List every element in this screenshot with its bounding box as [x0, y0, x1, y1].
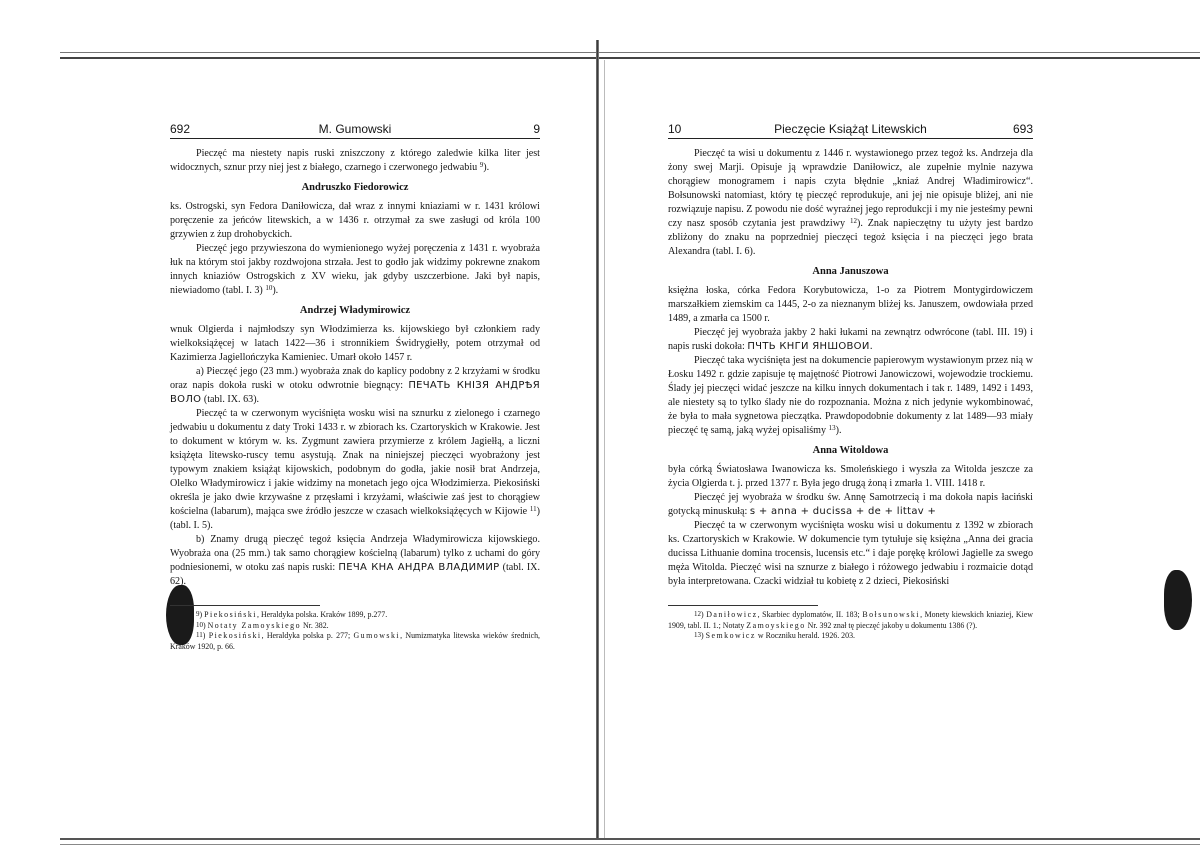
right-page-number: 693: [1012, 122, 1033, 136]
footnote-ref: 9: [479, 161, 484, 169]
section-heading: Andruszko Fiedorowicz: [301, 182, 409, 193]
left-header-author: M. Gumowski: [318, 122, 392, 136]
footnote: $^{13}$) Semkowicz w Roczniku herald. 1926. 203.: [694, 631, 855, 640]
left-sheet-number: 9: [533, 122, 540, 136]
footnote-ref: 11: [529, 505, 537, 513]
seal-legend: ПЕЧАТЬ КНІЗЯ АНДРѢЯ ВОЛО: [170, 380, 540, 405]
right-footnotes: [668, 610, 1033, 642]
binding-clip-right: [1164, 570, 1192, 630]
right-page-body: [668, 147, 1033, 589]
footnote-ref: 12: [849, 217, 857, 225]
left-running-header: [170, 118, 540, 139]
right-running-header: [668, 118, 1033, 139]
right-header-title: Pieczęcie Książąt Litewskich: [774, 122, 927, 136]
paragraph: była córką Światosława Iwanowicza ks. Smoleńskiego i wyszła za Witolda jeszcze za życia Olgierda t. j. przed 1377 r. Była jego drugą żoną i zmarła 1. VIII. 1418 r.: [668, 464, 1033, 489]
paragraph: a) Pieczęć jego (23 mm.) wyobraża znak do kaplicy podobny z 2 krzyżami w środku oraz napis dokoła ruski w otoku odwrotnie biegnący: ПЕЧАТЬ КНІЗЯ АНДРѢЯ ВОЛО (tabl. IX. 63).: [170, 366, 540, 405]
scan-edge-bottom-thin: [60, 844, 1200, 845]
left-page-number: 692: [170, 122, 191, 136]
footnote-ref: 13: [828, 424, 836, 432]
paragraph: Pieczęć jej wyobraża jakby 2 haki łukami na zewnątrz odwrócone (tabl. III. 19) i napis ruski dokoła: ПЧТЬ КНГИ ЯНШОВОИ.: [668, 327, 1033, 352]
footnote-rule: [170, 605, 320, 606]
right-sheet-number: 10: [668, 122, 682, 136]
left-page: [170, 118, 540, 652]
paragraph: ks. Ostrogski, syn Fedora Daniłowicza, dał wraz z innymi kniaziami w r. 1431 królowi poręczenie za jeńców litewskich, a w 1436 r. otrzymał za swe zasługi od króla 100 grzywien z żup drohobyckich.: [170, 201, 540, 240]
paragraph: Pieczęć jego przywieszona do wymienionego wyżej poręczenia z 1431 r. wyobraża łuk na którym stoi jakby rozdwojona strzała. Jest to godło jak widzimy pokrewne znakom innych kniaziów Ostrogskich z XV wieku, jak gdyby uszczerbione. Jaki był napis, niewiadomo (tabl. I. 3) $^{10}$).: [170, 243, 540, 296]
footnote: $^9$) Piekosiński, Heraldyka polska. Kraków 1899, p.277.: [196, 610, 388, 619]
section-heading: Anna Witoldowa: [812, 445, 889, 456]
left-page-body: [170, 147, 540, 589]
paragraph: księżna łoska, córka Fedora Korybutowicza, 1-o za Piotrem Montygirdowiczem marszałkiem ziemskim ca 1445, 2-o za nieznanym bliżej ks. Januszem, owdowiała przed 1489, a zmarła ca 1500 r.: [668, 285, 1033, 324]
paragraph: b) Znamy drugą pieczęć tegoż księcia Andrzeja Władymirowicza kijowskiego. Wyobraża ona (25 mm.) tak samo chorągiew kościelną (labarum) tylko z uchami do góry podniesionemi, w otoku zaś napis ruski: ПЕЧА КНА АНДРА ВЛАДИМИР (tabl. IX. 62).: [170, 534, 540, 587]
book-gutter-shadow: [604, 60, 605, 840]
left-footnotes: [170, 610, 540, 652]
paragraph: wnuk Olgierda i najmłodszy syn Włodzimierza ks. kijowskiego był członkiem rady wielkoksiążęcej w latach 1422—36 i stronnikiem Świdrygiełły, potem otrzymał od Kazimierza Jagiellończyka Kamieniec. Umarł około 1457 r.: [170, 324, 540, 363]
paragraph: Pieczęć ma niestety napis ruski zniszczony z którego zaledwie kilka liter jest widocznych, sznur przy niej jest z białego, czarnego i czerwonego jedwabiu $^9$).: [170, 148, 540, 173]
seal-legend: ПЕЧА КНА АНДРА ВЛАДИМИР: [338, 562, 500, 573]
paragraph: Pieczęć ta w czerwonym wyciśnięta wosku wisi na sznurku z zielonego i czarnego jedwabiu u dokumentu z daty Troki 1433 r. w zbiorach ks. Czartoryskich w Krakowie. Jest to dokument w którym w. ks. Zygmunt zawiera przymierze z królem Jagiełłą, a liczni książęta litewsko-ruscy temu asystują. Znak na niniejszej pieczęci wyobrażony jest typowym znakiem książąt kijowskich, podobnym do godła, jakie nosił brat Andrzeja, Olelko Władymirowicz i jakie widzimy na monetach jego ojca Włodzimierza. Piekosiński określa je jako dwie krzywaśne z przęsłami i krzyżami, właściwie zaś jest to chorągiew kościelna (labarum), mająca swe źródło jeszcze w czasach wielkoksiążęcych w Kijowie $^{11}$) (tabl. I. 5).: [170, 408, 540, 531]
footnote: $^{10}$) Notaty Zamoyskiego Nr. 382.: [196, 620, 329, 630]
footnote-rule: [668, 605, 818, 606]
paragraph: Pieczęć ta w czerwonym wyciśnięta wosku wisi u dokumentu z 1392 w zbiorach ks. Czartoryskich w Krakowie. W dokumencie tym tytułuje się księżna „Anna dei gracia ducissa Lithuanie domina trocensis, lucensis etc.“ i daje porękę królowi Jagielle za swego męża Witolda. Pieczęć wisi na sznurze z białego i różowego jedwabiu i rozmaicie dotąd była interpretowana. Czacki widział tu kobietę z 2 dzieci, Piekosiński: [668, 520, 1033, 587]
scan-edge-bottom: [60, 838, 1200, 840]
footnote: $^{12}$) Daniłowicz, Skarbiec dyplomatów, II. 183; Bołsunowski, Monety kiewskich kniaziej, Kiew 1909, tabl. II. 1.; Notaty Zamoyskiego Nr. 392 znał tę pieczęć jakoby u dokumentu 1386 (?).: [668, 610, 1033, 630]
footnote-ref: 10: [265, 284, 273, 292]
seal-legend: ПЧТЬ КНГИ ЯНШОВОИ.: [747, 341, 874, 352]
seal-legend: s + anna + ducissa + de + littav +: [749, 506, 937, 517]
right-page: [668, 118, 1033, 642]
scan-edge-top-dark: [60, 57, 1200, 59]
section-heading: Anna Januszowa: [812, 266, 889, 277]
paragraph: Pieczęć taka wyciśnięta jest na dokumencie papierowym wystawionym przez nią w Łosku 1492 r. gdzie zapisuje tę majętność Piotrowi Janowiczowi, wojewodzie trockiemu. Ślady jej pieczęci widać jeszcze na kilku innych dokumentach i tak r. 1489, 1492 i 1493, ale niestety są to tylko ślady nie do rozpoznania. Można z nich jedynie wykombinować, że była to mała sygnetowa pieczątka. Prawdopodobnie dokumenty z lat 1489—93 miały pieczęć tę samą, jaką wyżej opisaliśmy $^{13}$).: [668, 355, 1033, 436]
footnote: $^{11}$) Piekosiński, Heraldyka polska p. 277; Gumowski, Numizmatyka litewska wieków średnich, Kraków 1920, p. 66.: [170, 631, 540, 651]
paragraph: Pieczęć ta wisi u dokumentu z 1446 r. wystawionego przez tegoż ks. Andrzeja dla żony swej Marji. Opisuje ją wprawdzie Daniłowicz, ale zupełnie mylnie nazywa chorągiew monogramem i napis czyta błędnie „kniaź Andrej Władimirowicz“. Bołsunowski natomiast, który tę pieczęć reprodukuje, ani jej nie opisuje bliżej, ani nie rozwiązuje napisu. Z powodu nie dość wyraźnej jego reprodukcji i my nie jesteśmy pewni czy nasz sposób czytania jest prawdziwy $^{12}$). Znak napieczętny tu użyty jest bardzo zbliżony do znaku na poprzedniej pieczęci tegoż księcia i na pieczęci jego brata Alexandra (tabl. I. 6).: [668, 148, 1033, 257]
paragraph: Pieczęć jej wyobraża w środku św. Annę Samotrzecią i ma dokoła napis łaciński gotycką minuskułą: s + anna + ducissa + de + littav +: [668, 492, 1033, 517]
scan-edge-top: [60, 52, 1200, 53]
book-gutter: [596, 40, 599, 840]
section-heading: Andrzej Władymirowicz: [299, 305, 411, 316]
